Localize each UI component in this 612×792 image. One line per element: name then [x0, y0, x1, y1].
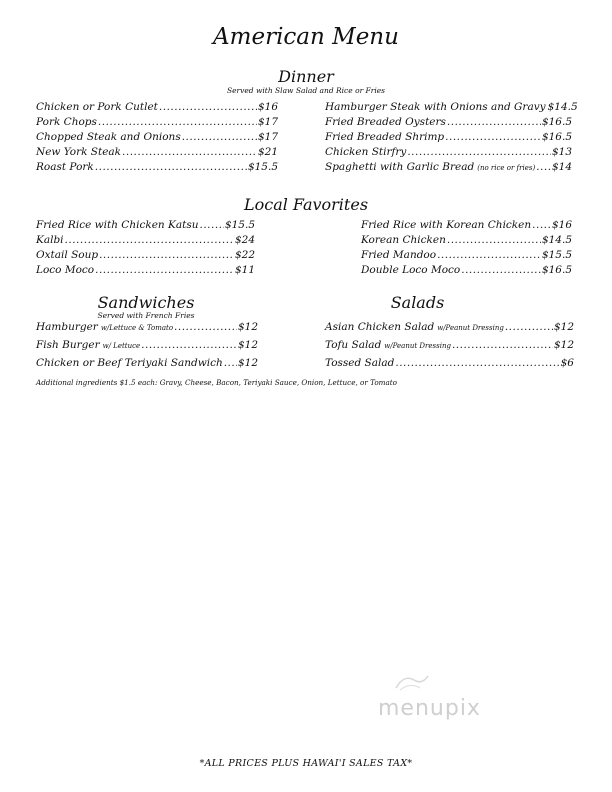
menu-item: Fried Breaded Oysters ..... $16.5 — [325, 116, 572, 131]
local-left-column — [36, 219, 255, 279]
menu-item: Loco Moco ..... $11 — [36, 264, 255, 279]
sandwiches-heading: Sandwiches — [97, 293, 195, 312]
menu-item: Spaghetti with Garlic Bread (no rice or fries) ..... $14 — [325, 161, 572, 176]
menu-item: Tossed Salad ..... $6 — [325, 357, 574, 375]
sandwiches-column — [36, 321, 258, 375]
salads-heading: Salads — [390, 293, 445, 312]
page-title: American Menu — [213, 24, 399, 50]
dinner-right-column — [325, 101, 578, 176]
menu-item: Kalbi ..... $24 — [36, 234, 255, 249]
menu-item: Fried Mandoo ..... $15.5 — [361, 249, 572, 264]
menu-item: Korean Chicken ..... $14.5 — [361, 234, 572, 249]
menu-item: Chopped Steak and Onions ..... $17 — [36, 131, 278, 146]
salads-column — [325, 321, 574, 375]
menu-item: Chicken Stirfry ..... $13 — [325, 146, 572, 161]
menupix-logo-icon — [392, 672, 432, 694]
menu-item: Roast Pork ..... $15.5 — [36, 161, 278, 176]
sandwiches-subtitle: Served with French Fries — [97, 311, 195, 320]
menu-item: Hamburger Steak with Onions and Gravy $14.5 — [325, 101, 578, 113]
menu-item: Fish Burger w/ Lettuce ..... $12 — [36, 339, 258, 357]
dinner-subtitle: Served with Slaw Salad and Rice or Fries — [226, 86, 386, 95]
menu-item: Asian Chicken Salad w/Peanut Dressing ..... $12 — [325, 321, 574, 339]
menu-item: Double Loco Moco ..... $16.5 — [361, 264, 572, 279]
dinner-heading: Dinner — [278, 67, 334, 86]
local-favorites-heading: Local Favorites — [243, 195, 369, 214]
menu-item: Oxtail Soup ..... $22 — [36, 249, 255, 264]
dinner-left-column — [36, 101, 278, 176]
menu-item: Chicken or Beef Teriyaki Sandwich ..... $12 — [36, 357, 258, 375]
menu-item: Fried Rice with Chicken Katsu ..... $15.5 — [36, 219, 255, 234]
menu-item: New York Steak ..... $21 — [36, 146, 278, 161]
menu-item: Pork Chops ..... $17 — [36, 116, 278, 131]
menu-item: Fried Rice with Korean Chicken ..... $16 — [361, 219, 572, 234]
menu-item: Fried Breaded Shrimp ..... $16.5 — [325, 131, 572, 146]
sales-tax-footer: *ALL PRICES PLUS HAWAI'I SALES TAX* — [199, 758, 413, 769]
additional-ingredients-note: Additional ingredients $1.5 each: Gravy, Cheese, Bacon, Teriyaki Sauce, Onion, Lettuce, or Tomato — [36, 378, 397, 387]
menu-item: Chicken or Pork Cutlet ..... $16 — [36, 101, 278, 116]
local-right-column — [361, 219, 572, 279]
watermark-text: menupix — [378, 696, 481, 721]
menu-item: Hamburger w/Lettuce & Tomato ..... $12 — [36, 321, 258, 339]
menu-item: Tofu Salad w/Peanut Dressing ..... $12 — [325, 339, 574, 357]
